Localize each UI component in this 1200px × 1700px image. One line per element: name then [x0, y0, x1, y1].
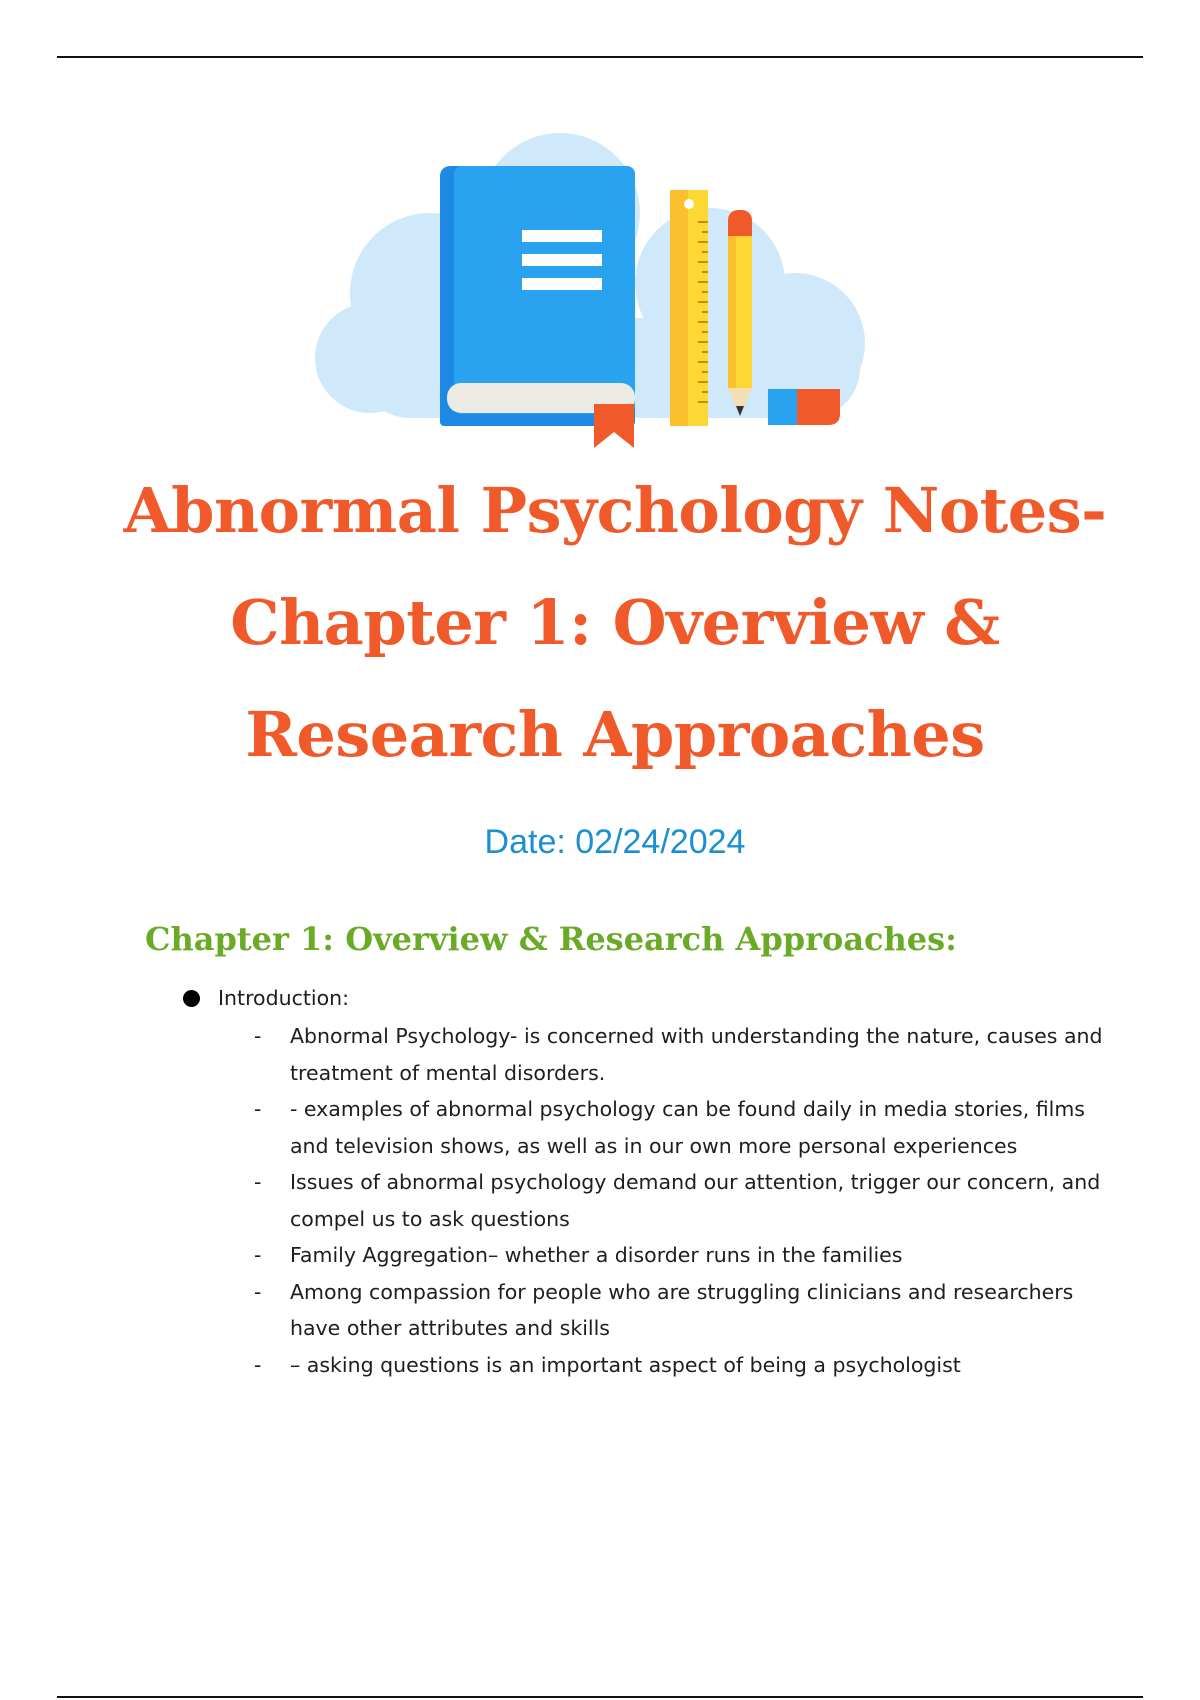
notes-list — [180, 978, 1120, 1383]
dash-marker: - — [254, 1243, 262, 1267]
list-item — [180, 1347, 1120, 1384]
list-item — [180, 1018, 1120, 1091]
list-item — [180, 1164, 1120, 1237]
list-item — [180, 1091, 1120, 1164]
chapter-heading: Chapter 1: Overview & Research Approaches: — [145, 920, 957, 958]
dash-marker: - — [254, 1352, 262, 1377]
introduction-items — [180, 1018, 1120, 1383]
document-title: Abnormal Psychology Notes- Chapter 1: Overview & Research Approaches — [123, 474, 1107, 771]
bullet-icon — [183, 990, 200, 1007]
book-ruler-pencil-eraser-icon — [300, 118, 920, 458]
dash-marker: - — [254, 1097, 262, 1121]
list-item-text: Abnormal Psychology- is concerned with understanding the nature, causes and treatment of mental disorders. — [290, 1024, 1103, 1085]
list-item-text: - examples of abnormal psychology can be found daily in media stories, films and television shows, as well as in our own more personal experiences — [290, 1097, 1085, 1158]
list-item-text: Issues of abnormal psychology demand our attention, trigger our concern, and compel us to ask questions — [290, 1170, 1101, 1231]
top-rule — [57, 56, 1143, 58]
list-item-text: Among compassion for people who are struggling clinicians and researchers have other attributes and skills — [290, 1279, 1074, 1340]
list-item — [180, 1237, 1120, 1274]
list-item-text: Family Aggregation– whether a disorder runs in the families — [290, 1243, 903, 1267]
list-item — [180, 1274, 1120, 1347]
dash-marker: - — [254, 1279, 262, 1304]
study-supplies-illustration — [300, 118, 920, 458]
dash-marker: - — [254, 1170, 262, 1194]
list-item-text: – asking questions is an important aspect of being a psychologist — [290, 1352, 961, 1377]
bullet-introduction — [180, 978, 1120, 1018]
bottom-rule — [57, 1696, 1143, 1698]
bullet-label: Introduction: — [218, 986, 350, 1010]
document-date: Date: 02/24/2024 — [484, 823, 746, 861]
dash-marker: - — [254, 1024, 262, 1048]
